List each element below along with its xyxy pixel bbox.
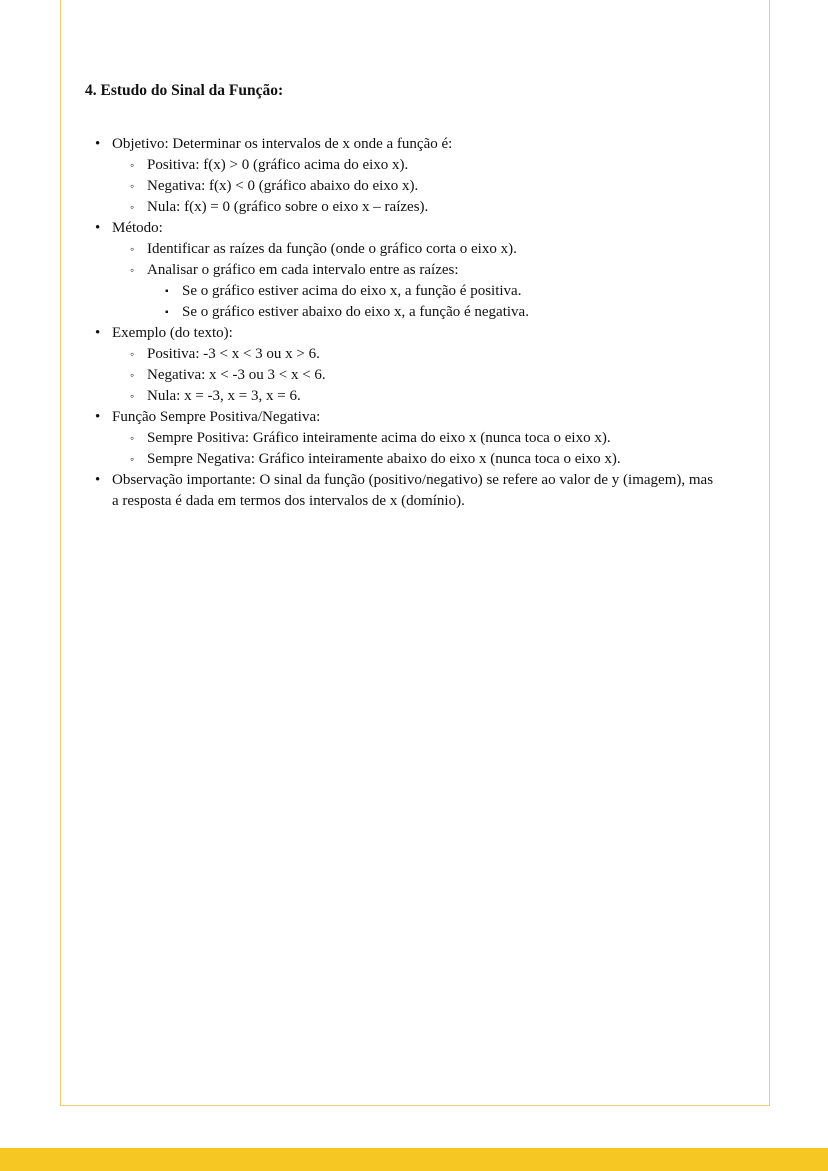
list-item (85, 470, 721, 512)
list-item (85, 428, 721, 449)
bullet-icon: ◦ (130, 389, 135, 403)
bullet-icon: ◦ (130, 452, 135, 466)
list-item (85, 323, 721, 344)
bullet-icon: ▪ (165, 286, 169, 297)
list-item (85, 260, 721, 281)
bullet-icon: • (95, 136, 101, 152)
list-item-text: Positiva: f(x) > 0 (gráfico acima do eixo x). (147, 157, 409, 173)
list-item (85, 302, 721, 323)
bullet-icon: ◦ (130, 347, 135, 361)
bullet-icon: ◦ (130, 158, 135, 172)
section-heading: 4. Estudo do Sinal da Função: (85, 82, 284, 99)
bullet-icon: • (95, 409, 101, 425)
list-item (85, 239, 721, 260)
bullet-icon: ◦ (130, 263, 135, 277)
list-item-text: Nula: f(x) = 0 (gráfico sobre o eixo x – raízes). (147, 199, 429, 215)
bullet-icon: ◦ (130, 242, 135, 256)
bullet-icon: ▪ (165, 307, 169, 318)
list-item (85, 218, 721, 239)
list-item-text: Sempre Positiva: Gráfico inteiramente acima do eixo x (nunca toca o eixo x). (147, 430, 611, 446)
list-item (85, 176, 721, 197)
document-page (60, 0, 770, 1106)
list-item-text: Sempre Negativa: Gráfico inteiramente abaixo do eixo x (nunca toca o eixo x). (147, 451, 621, 467)
list-item (85, 449, 721, 470)
list-item (85, 134, 721, 155)
list-item (85, 386, 721, 407)
notes-list (85, 134, 721, 512)
list-item-text: Se o gráfico estiver acima do eixo x, a função é positiva. (182, 283, 522, 299)
list-item-text: Negativa: x < -3 ou 3 < x < 6. (147, 367, 326, 383)
bullet-icon: ◦ (130, 179, 135, 193)
list-item (85, 344, 721, 365)
list-item-text: Identificar as raízes da função (onde o gráfico corta o eixo x). (147, 241, 517, 257)
bullet-icon: ◦ (130, 200, 135, 214)
list-item-text: Método: (112, 220, 163, 236)
bullet-icon: • (95, 325, 101, 341)
list-item (85, 197, 721, 218)
list-item-text: Observação importante: O sinal da função (positivo/negativo) se refere ao valor de y (imagem), mas a resposta é dada em termos dos intervalos de x (domínio). (112, 472, 714, 509)
list-item-text: Objetivo: Determinar os intervalos de x onde a função é: (112, 136, 453, 152)
list-item-text: Se o gráfico estiver abaixo do eixo x, a função é negativa. (182, 304, 529, 320)
page-content (61, 0, 769, 512)
bullet-icon: ◦ (130, 431, 135, 445)
list-item (85, 281, 721, 302)
list-item (85, 155, 721, 176)
bottom-accent-bar (0, 1148, 828, 1171)
bullet-icon: • (95, 220, 101, 236)
list-item-text: Negativa: f(x) < 0 (gráfico abaixo do eixo x). (147, 178, 419, 194)
list-item-text: Positiva: -3 < x < 3 ou x > 6. (147, 346, 320, 362)
list-item (85, 365, 721, 386)
bullet-icon: • (95, 472, 101, 488)
list-item-text: Função Sempre Positiva/Negativa: (112, 409, 321, 425)
bullet-icon: ◦ (130, 368, 135, 382)
list-item-text: Analisar o gráfico em cada intervalo entre as raízes: (147, 262, 459, 278)
list-item-text: Nula: x = -3, x = 3, x = 6. (147, 388, 301, 404)
list-item (85, 407, 721, 428)
list-item-text: Exemplo (do texto): (112, 325, 233, 341)
